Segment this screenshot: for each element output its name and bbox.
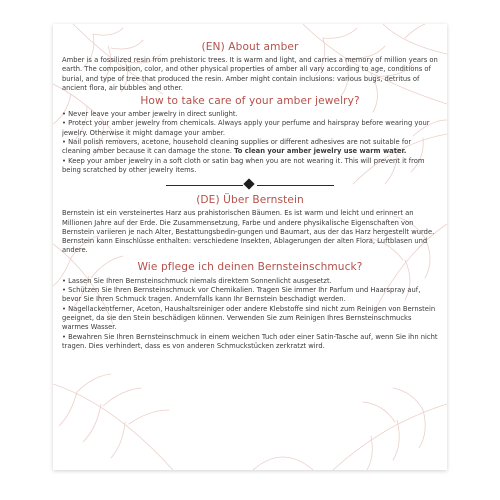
heading-care-de: Wie pflege ich deinen Bernsteinschmuck? [137, 260, 363, 273]
care-item-de-3: • Nagellackentferner, Aceton, Haushaltsreiniger oder andere Klebstoffe sind nicht zum Reinigen von Bernstein geeignet, da sie den Stein beschädigen können. Verwenden Sie zum Reinigen Ihres Bernsteinschmucks warmes Wasser. [62, 304, 436, 332]
care-item-de-2: • Schützen Sie Ihren Bernsteinschmuck vor Chemikalien. Tragen Sie immer Ihr Parfum und Haarspray auf, bevor Sie Ihren Schmuck tragen. Andernfalls kann Ihr Bernstein beschadigt werden. [62, 286, 421, 304]
heading-about-amber-en: (EN) About amber [201, 41, 299, 53]
diamond-icon [243, 179, 254, 190]
intro-paragraph-de: Bernstein ist ein versteinertes Harz aus prahistorischen Bäumen. Es ist warm und leicht und erinnert an Millionen Jahre auf der Erde. Die Zusammensetzung, Farbe und andere physikalische Eigenschaften von Bernstein variieren je nach Alter, Bestattungsbedin-gungen und Baumart, aus der das Harz hergestellt wurde. Bernstein kann Einschlüsse enthalten: verschiedene Insekten, Ablagerungen der alten Flora, Luftblasen und andere. [62, 209, 435, 255]
content-column [62, 41, 438, 351]
care-item-en-1: • Never leave your amber jewelry in direct sunlight. [62, 110, 238, 119]
care-item-en-3-bold: To clean your amber jewelry use warm water. [234, 147, 407, 156]
care-item-en-2: • Protect your amber jewelry from chemicals. Always apply your perfume and hairspray before wearing your jewelry. Otherwise it might damage your amber. [62, 119, 430, 137]
care-item-de-4: • Bewahren Sie Ihren Bernsteinschmuck in einem weichen Tuch oder einer Satin-Tasche auf, wenn Sie ihn nicht tragen. Dies verhindert, dass es von anderen Schmuckstücken zerkratzt wird. [62, 332, 438, 350]
divider-line-left [166, 185, 243, 186]
care-item-en-3-text: • Nail polish removers, acetone, household cleaning supplies or different adhesives are not suitable for cleaning amber because it can damage the stone. [62, 138, 412, 156]
intro-paragraph-en: Amber is a fossilized resin from prehistoric trees. It is warm and light, and carries a memory of million years on earth. The composition, color, and other physical properties of amber all vary according to age, conditions of burial, and type of tree that produced the resin. Amber might contain inclusions: various bugs, detritus of ancient flora, air bubbles and other. [62, 56, 438, 92]
care-item-en-4: • Keep your amber jewelry in a soft cloth or satin bag when you are not wearing it. This will prevent it from being scratched by other jewelry items. [62, 156, 425, 174]
care-list-de [62, 277, 438, 351]
care-item-de-1: • Lassen Sie Ihren Bernsteinschmuck niemals direktem Sonnenlicht ausgesetzt. [62, 276, 332, 285]
care-card [53, 24, 447, 470]
heading-about-amber-de: (DE) Über Bernstein [196, 194, 304, 207]
heading-care-en: How to take care of your amber jewelry? [140, 95, 360, 108]
care-list-en [62, 110, 438, 175]
divider-line-right [257, 185, 334, 186]
section-divider [62, 179, 438, 191]
care-item-en-3 [62, 138, 438, 157]
